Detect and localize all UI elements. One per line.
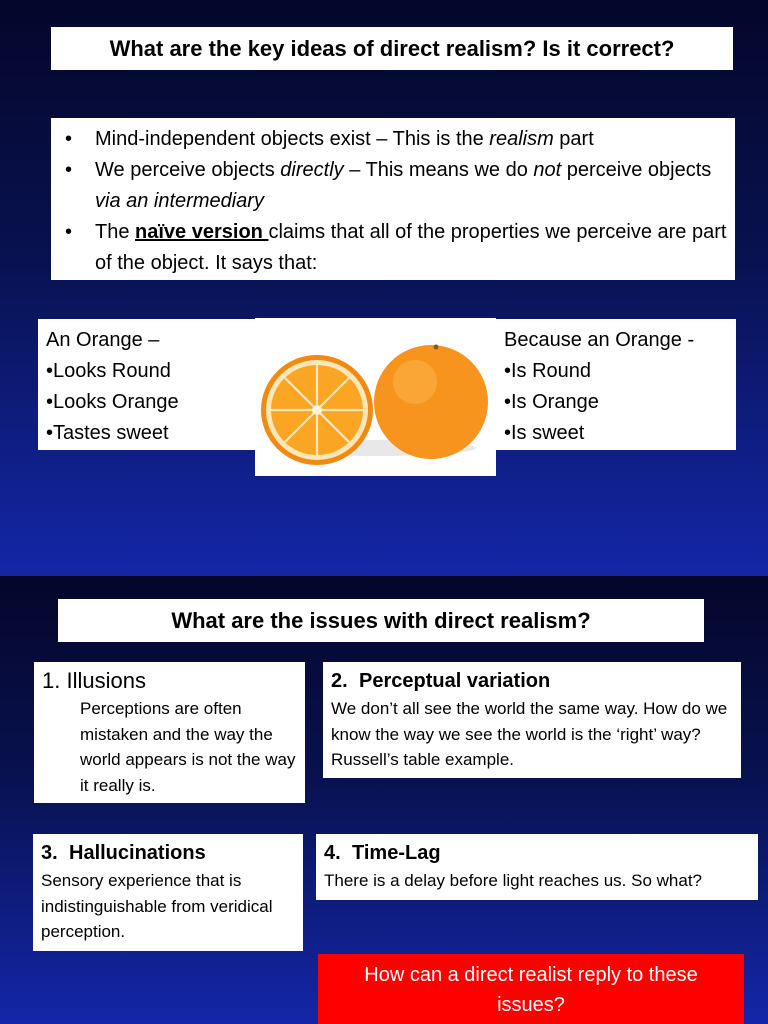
issue-hallucinations xyxy=(33,834,303,951)
looks-list-item: •Tastes sweet xyxy=(46,422,169,444)
orange-whole-highlight xyxy=(393,360,437,404)
issue-title: 3. Hallucinations xyxy=(41,842,206,864)
bullet-directly: • We perceive objects directly – This means we do not perceive objects via an intermediary xyxy=(59,155,727,217)
orange-stem xyxy=(434,345,439,350)
orange-illustration xyxy=(255,318,496,476)
slide-1-title: What are the key ideas of direct realism? Is it correct? xyxy=(51,27,733,70)
orange-half-core xyxy=(312,405,322,415)
is-list-item: •Is sweet xyxy=(504,422,585,444)
looks-list-item: •Looks Round xyxy=(46,360,171,382)
orange-whole xyxy=(374,345,488,459)
issue-text: We don’t all see the world the same way. How do we know the way we see the world is the ‘right’ way? Russell’s table example. xyxy=(331,699,728,769)
looks-list-item: •Looks Orange xyxy=(46,391,179,413)
issue-text: Perceptions are often mistaken and the way the world appears is not the way it really is. xyxy=(80,699,296,795)
slide-2-title: What are the issues with direct realism? xyxy=(58,599,704,642)
issue-time-lag xyxy=(316,834,758,900)
issue-text: There is a delay before light reaches us. So what? xyxy=(324,871,702,890)
issue-text: Sensory experience that is indistinguishable from veridical perception. xyxy=(41,871,273,941)
issue-perceptual-variation xyxy=(323,662,741,778)
is-list xyxy=(496,319,736,450)
issue-illusions xyxy=(34,662,305,803)
issue-title: 4. Time-Lag xyxy=(324,842,441,864)
orange-image xyxy=(255,318,496,476)
bullet-realism: • Mind-independent objects exist – This is the realism part xyxy=(59,124,727,155)
issue-title: 1. Illusions xyxy=(42,668,146,693)
is-list-item: •Is Orange xyxy=(504,391,599,413)
looks-list-heading: An Orange – xyxy=(46,329,160,351)
key-ideas-list xyxy=(51,118,735,280)
is-list-heading: Because an Orange - xyxy=(504,329,695,351)
bullet-naive-version: • The naïve version claims that all of the properties we perceive are part of the object. It says that: xyxy=(59,217,727,279)
looks-list xyxy=(38,319,256,450)
issue-title: 2. Perceptual variation xyxy=(331,670,551,692)
is-list-item: •Is Round xyxy=(504,360,592,382)
reply-prompt-box: How can a direct realist reply to these issues? xyxy=(318,954,744,1024)
